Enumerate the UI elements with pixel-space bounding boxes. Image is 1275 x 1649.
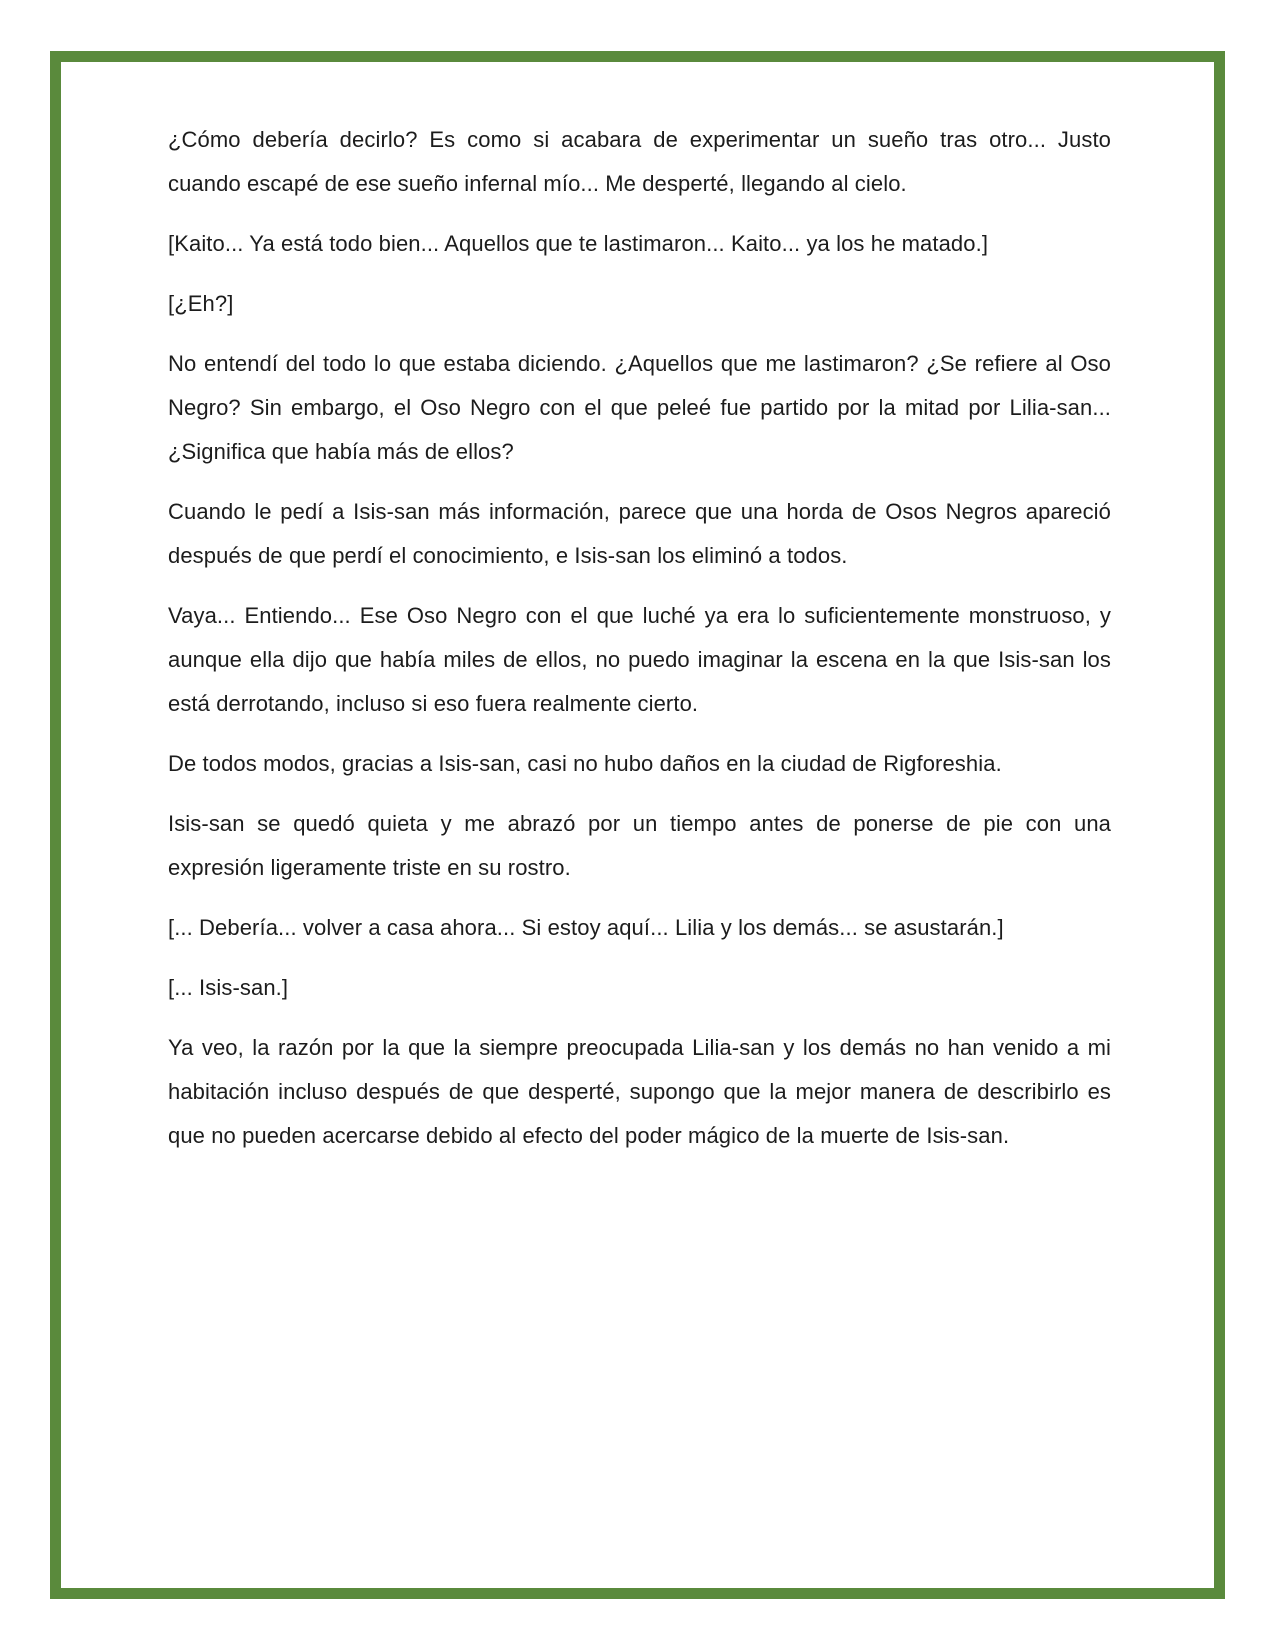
paragraph: Cuando le pedí a Isis-san más información, parece que una horda de Osos Negros apareció después de que perdí el conocimiento, e Isis-san los eliminó a todos. [168, 499, 1111, 568]
paragraph: [¿Eh?] [168, 291, 234, 316]
page-border-frame [50, 51, 1225, 1599]
paragraph: [... Debería... volver a casa ahora... Si estoy aquí... Lilia y los demás... se asustarán.] [168, 915, 1004, 940]
paragraph: Vaya... Entiendo... Ese Oso Negro con el que luché ya era lo suficientemente monstruoso, y aunque ella dijo que había miles de ellos, no puedo imaginar la escena en la que Isis-san los está derrotando, incluso si eso fuera realmente cierto. [168, 603, 1111, 716]
paragraph: [Kaito... Ya está todo bien... Aquellos que te lastimaron... Kaito... ya los he matado.] [168, 231, 989, 256]
paragraph: [... Isis-san.] [168, 975, 289, 1000]
paragraph: Ya veo, la razón por la que la siempre preocupada Lilia-san y los demás no han venido a mi habitación incluso después de que desperté, supongo que la mejor manera de describirlo es que no pueden acercarse debido al efecto del poder mágico de la muerte de Isis-san. [168, 1035, 1111, 1148]
paragraph: No entendí del todo lo que estaba diciendo. ¿Aquellos que me lastimaron? ¿Se refiere al Oso Negro? Sin embargo, el Oso Negro con el que peleé fue partido por la mitad por Lilia-san... ¿Significa que había más de ellos? [168, 351, 1111, 464]
document-body [61, 62, 1214, 1588]
paragraph: Isis-san se quedó quieta y me abrazó por un tiempo antes de ponerse de pie con una expresión ligeramente triste en su rostro. [168, 811, 1111, 880]
paragraph-list [168, 118, 1111, 1158]
paragraph: ¿Cómo debería decirlo? Es como si acabara de experimentar un sueño tras otro... Justo cuando escapé de ese sueño infernal mío... Me desperté, llegando al cielo. [168, 127, 1111, 196]
paragraph: De todos modos, gracias a Isis-san, casi no hubo daños en la ciudad de Rigforeshia. [168, 751, 1002, 776]
